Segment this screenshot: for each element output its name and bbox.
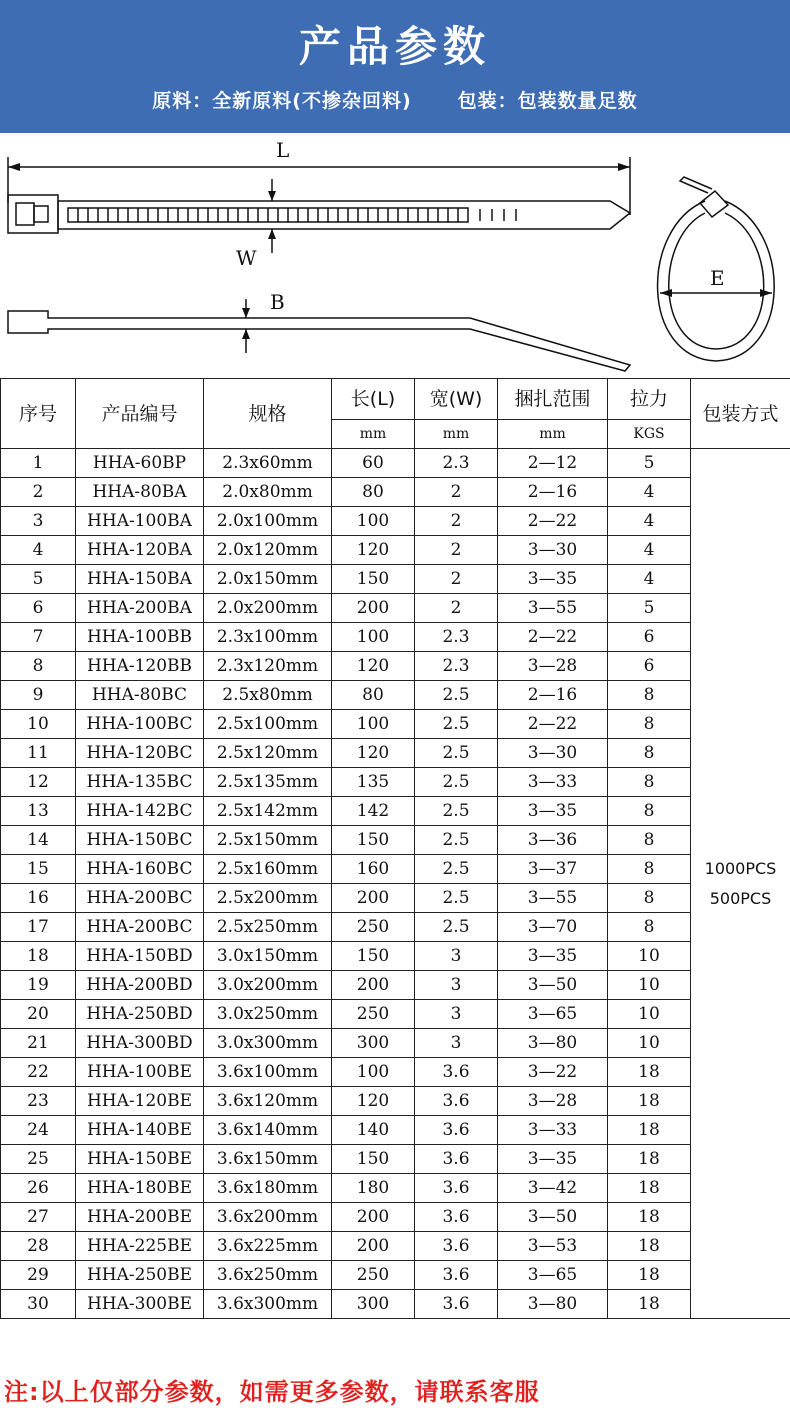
header-code: 产品编号 — [76, 379, 204, 449]
header-subtitle — [0, 86, 790, 113]
cell-code: HHA-100BA — [76, 507, 204, 536]
cell-range: 2—16 — [498, 478, 608, 507]
cell-seq: 11 — [1, 739, 76, 768]
length-dimension — [8, 157, 630, 215]
cell-width: 3 — [415, 1029, 498, 1058]
thickness-label: B — [270, 290, 285, 314]
cell-width: 2.5 — [415, 797, 498, 826]
cell-seq: 10 — [1, 710, 76, 739]
cell-length: 250 — [332, 1000, 415, 1029]
cell-width: 2.3 — [415, 652, 498, 681]
cell-seq: 1 — [1, 449, 76, 478]
cell-code: HHA-142BC — [76, 797, 204, 826]
cell-length: 200 — [332, 1203, 415, 1232]
tie-side-view — [8, 311, 630, 371]
cell-tension: 8 — [608, 884, 691, 913]
table-row — [1, 1203, 790, 1232]
cell-spec: 2.5x150mm — [204, 826, 332, 855]
cell-length: 200 — [332, 971, 415, 1000]
table-row — [1, 1261, 790, 1290]
unit-range: mm — [498, 420, 608, 449]
cell-spec: 3.6x150mm — [204, 1145, 332, 1174]
cell-tension: 8 — [608, 913, 691, 942]
cell-seq: 14 — [1, 826, 76, 855]
cell-length: 60 — [332, 449, 415, 478]
cell-spec: 2.5x250mm — [204, 913, 332, 942]
table-row — [1, 971, 790, 1000]
cell-spec: 3.6x300mm — [204, 1290, 332, 1319]
spec-table — [0, 378, 790, 1319]
cell-width: 2.3 — [415, 623, 498, 652]
cell-range: 2—22 — [498, 710, 608, 739]
cell-code: HHA-140BE — [76, 1116, 204, 1145]
cell-tension: 8 — [608, 739, 691, 768]
cell-length: 150 — [332, 565, 415, 594]
cell-code: HHA-80BC — [76, 681, 204, 710]
cell-tension: 8 — [608, 681, 691, 710]
cell-spec: 2.5x135mm — [204, 768, 332, 797]
cell-code: HHA-225BE — [76, 1232, 204, 1261]
cell-length: 120 — [332, 536, 415, 565]
cell-seq: 5 — [1, 565, 76, 594]
cell-width: 3.6 — [415, 1174, 498, 1203]
cell-seq: 3 — [1, 507, 76, 536]
cell-spec: 3.6x225mm — [204, 1232, 332, 1261]
cell-range: 2—22 — [498, 507, 608, 536]
cell-tension: 18 — [608, 1058, 691, 1087]
table-row — [1, 623, 790, 652]
cell-width: 2.5 — [415, 710, 498, 739]
cell-length: 142 — [332, 797, 415, 826]
cell-tension: 4 — [608, 536, 691, 565]
cell-seq: 28 — [1, 1232, 76, 1261]
cell-width: 3.6 — [415, 1087, 498, 1116]
cell-code: HHA-300BD — [76, 1029, 204, 1058]
cell-length: 300 — [332, 1290, 415, 1319]
cell-length: 250 — [332, 1261, 415, 1290]
cell-length: 160 — [332, 855, 415, 884]
cell-width: 3 — [415, 971, 498, 1000]
cell-range: 3—28 — [498, 1087, 608, 1116]
cell-tension: 18 — [608, 1087, 691, 1116]
cell-range: 2—22 — [498, 623, 608, 652]
cell-width: 2 — [415, 565, 498, 594]
cell-tension: 8 — [608, 797, 691, 826]
cell-range: 3—35 — [498, 942, 608, 971]
table-row — [1, 768, 790, 797]
cell-spec: 3.0x300mm — [204, 1029, 332, 1058]
cell-tension: 10 — [608, 1029, 691, 1058]
cell-code: HHA-120BC — [76, 739, 204, 768]
cell-seq: 27 — [1, 1203, 76, 1232]
cell-width: 2.5 — [415, 913, 498, 942]
cell-width: 2 — [415, 536, 498, 565]
table-row — [1, 652, 790, 681]
cell-range: 3—33 — [498, 1116, 608, 1145]
cell-width: 3.6 — [415, 1290, 498, 1319]
cell-range: 3—42 — [498, 1174, 608, 1203]
cell-tension: 8 — [608, 855, 691, 884]
table-row — [1, 739, 790, 768]
cell-tension: 18 — [608, 1232, 691, 1261]
diameter-label: E — [710, 266, 725, 290]
cell-spec: 3.0x250mm — [204, 1000, 332, 1029]
unit-width: mm — [415, 420, 498, 449]
cell-code: HHA-150BC — [76, 826, 204, 855]
cell-tension: 18 — [608, 1203, 691, 1232]
cell-code: HHA-300BE — [76, 1290, 204, 1319]
cell-seq: 9 — [1, 681, 76, 710]
header-tension: 拉力 — [608, 379, 691, 420]
cell-code: HHA-150BD — [76, 942, 204, 971]
cell-seq: 15 — [1, 855, 76, 884]
cell-seq: 24 — [1, 1116, 76, 1145]
header-pack: 包装方式 — [691, 379, 790, 449]
table-row — [1, 681, 790, 710]
cable-tie-diagram — [0, 133, 790, 378]
cell-tension: 8 — [608, 768, 691, 797]
cell-spec: 3.6x250mm — [204, 1261, 332, 1290]
cell-spec: 3.6x140mm — [204, 1116, 332, 1145]
cell-range: 3—80 — [498, 1290, 608, 1319]
cell-length: 250 — [332, 913, 415, 942]
cell-range: 3—53 — [498, 1232, 608, 1261]
cell-length: 140 — [332, 1116, 415, 1145]
cell-spec: 2.5x120mm — [204, 739, 332, 768]
header-length: 长(L) — [332, 379, 415, 420]
cell-width: 3.6 — [415, 1058, 498, 1087]
cell-tension: 8 — [608, 826, 691, 855]
cell-range: 3—55 — [498, 594, 608, 623]
cell-range: 3—65 — [498, 1261, 608, 1290]
cell-range: 3—80 — [498, 1029, 608, 1058]
cell-code: HHA-135BC — [76, 768, 204, 797]
cell-length: 100 — [332, 507, 415, 536]
cell-code: HHA-120BE — [76, 1087, 204, 1116]
cell-spec: 3.6x180mm — [204, 1174, 332, 1203]
table-row — [1, 1000, 790, 1029]
cell-length: 100 — [332, 623, 415, 652]
cell-tension: 6 — [608, 623, 691, 652]
width-dimension — [268, 179, 276, 253]
header-range: 捆扎范围 — [498, 379, 608, 420]
cell-range: 3—35 — [498, 797, 608, 826]
cell-spec: 2.0x80mm — [204, 478, 332, 507]
cell-spec: 2.0x200mm — [204, 594, 332, 623]
table-row — [1, 1087, 790, 1116]
cell-width: 3 — [415, 942, 498, 971]
table-row — [1, 1029, 790, 1058]
cell-width: 2 — [415, 507, 498, 536]
length-label: L — [276, 138, 290, 162]
cell-tension: 5 — [608, 449, 691, 478]
cell-seq: 18 — [1, 942, 76, 971]
cell-tension: 4 — [608, 565, 691, 594]
header-seq: 序号 — [1, 379, 76, 449]
cell-seq: 7 — [1, 623, 76, 652]
footer-note: 注:以上仅部分参数，如需更多参数，请联系客服 — [4, 1378, 540, 1406]
cell-width: 3.6 — [415, 1261, 498, 1290]
cell-seq: 22 — [1, 1058, 76, 1087]
cell-seq: 12 — [1, 768, 76, 797]
cell-tension: 4 — [608, 507, 691, 536]
table-row — [1, 855, 790, 884]
cell-length: 150 — [332, 1145, 415, 1174]
cell-spec: 2.0x120mm — [204, 536, 332, 565]
cell-length: 150 — [332, 942, 415, 971]
cell-tension: 18 — [608, 1174, 691, 1203]
cell-range: 3—70 — [498, 913, 608, 942]
cell-tension: 10 — [608, 971, 691, 1000]
cell-width: 2.5 — [415, 739, 498, 768]
cell-length: 180 — [332, 1174, 415, 1203]
cell-spec: 2.5x200mm — [204, 884, 332, 913]
cell-width: 3.6 — [415, 1116, 498, 1145]
cell-range: 2—12 — [498, 449, 608, 478]
table-row — [1, 797, 790, 826]
cell-length: 300 — [332, 1029, 415, 1058]
cell-range: 3—37 — [498, 855, 608, 884]
cell-seq: 29 — [1, 1261, 76, 1290]
cell-width: 2.3 — [415, 449, 498, 478]
cell-seq: 6 — [1, 594, 76, 623]
cell-range: 3—35 — [498, 565, 608, 594]
diameter-dimension — [660, 289, 772, 297]
cell-range: 3—55 — [498, 884, 608, 913]
cell-tension: 10 — [608, 942, 691, 971]
cell-code: HHA-250BD — [76, 1000, 204, 1029]
cell-length: 135 — [332, 768, 415, 797]
table-row — [1, 942, 790, 971]
cell-length: 150 — [332, 826, 415, 855]
cell-range: 2—16 — [498, 681, 608, 710]
cell-seq: 21 — [1, 1029, 76, 1058]
pack-value-2: 500PCS — [709, 888, 772, 908]
cell-width: 2 — [415, 478, 498, 507]
cell-spec: 2.5x142mm — [204, 797, 332, 826]
table-row — [1, 826, 790, 855]
cell-tension: 5 — [608, 594, 691, 623]
cell-spec: 3.0x150mm — [204, 942, 332, 971]
cell-length: 120 — [332, 739, 415, 768]
table-row — [1, 1058, 790, 1087]
table-header-row — [1, 379, 790, 420]
cell-length: 80 — [332, 681, 415, 710]
cell-range: 3—36 — [498, 826, 608, 855]
table-row — [1, 478, 790, 507]
table-row — [1, 507, 790, 536]
cell-width: 2.5 — [415, 884, 498, 913]
cell-width: 2.5 — [415, 826, 498, 855]
cell-range: 3—33 — [498, 768, 608, 797]
header-banner — [0, 0, 790, 133]
cell-code: HHA-200BD — [76, 971, 204, 1000]
cell-spec: 2.3x60mm — [204, 449, 332, 478]
thickness-dimension — [242, 299, 250, 353]
cell-tension: 18 — [608, 1145, 691, 1174]
cell-seq: 30 — [1, 1290, 76, 1319]
cell-code: HHA-180BE — [76, 1174, 204, 1203]
cell-width: 3.6 — [415, 1203, 498, 1232]
cell-seq: 2 — [1, 478, 76, 507]
cell-length: 120 — [332, 652, 415, 681]
cell-range: 3—30 — [498, 536, 608, 565]
cell-range: 3—22 — [498, 1058, 608, 1087]
cell-range: 3—50 — [498, 971, 608, 1000]
packaging-info: 包装：包装数量足数 — [457, 90, 638, 112]
cell-range: 3—30 — [498, 739, 608, 768]
cell-spec: 3.0x200mm — [204, 971, 332, 1000]
cell-spec: 2.5x160mm — [204, 855, 332, 884]
table-row — [1, 594, 790, 623]
cell-width: 2.5 — [415, 681, 498, 710]
unit-tension: KGS — [608, 420, 691, 449]
header-spec: 规格 — [204, 379, 332, 449]
table-row — [1, 536, 790, 565]
table-row — [1, 449, 790, 478]
cell-tension: 10 — [608, 1000, 691, 1029]
cell-code: HHA-120BB — [76, 652, 204, 681]
cell-code: HHA-200BC — [76, 913, 204, 942]
cell-code: HHA-150BA — [76, 565, 204, 594]
table-row — [1, 913, 790, 942]
cell-spec: 3.6x100mm — [204, 1058, 332, 1087]
header-width: 宽(W) — [415, 379, 498, 420]
cell-seq: 17 — [1, 913, 76, 942]
cell-range: 3—35 — [498, 1145, 608, 1174]
cell-tension: 18 — [608, 1261, 691, 1290]
cell-seq: 25 — [1, 1145, 76, 1174]
table-row — [1, 565, 790, 594]
cell-code: HHA-200BC — [76, 884, 204, 913]
tie-top-view — [8, 195, 630, 233]
pack-value-1: 1000PCS — [704, 858, 777, 878]
cell-width: 2.5 — [415, 768, 498, 797]
cell-seq: 20 — [1, 1000, 76, 1029]
cell-width: 3 — [415, 1000, 498, 1029]
cell-code: HHA-60BP — [76, 449, 204, 478]
cell-code: HHA-200BE — [76, 1203, 204, 1232]
cell-spec: 2.0x100mm — [204, 507, 332, 536]
cell-tension: 8 — [608, 710, 691, 739]
cell-tension: 18 — [608, 1290, 691, 1319]
cell-code: HHA-150BE — [76, 1145, 204, 1174]
cell-length: 80 — [332, 478, 415, 507]
cell-range: 3—28 — [498, 652, 608, 681]
table-row — [1, 1116, 790, 1145]
cell-seq: 26 — [1, 1174, 76, 1203]
cell-tension: 4 — [608, 478, 691, 507]
page-title: 产品参数 — [298, 22, 491, 71]
material-info: 原料：全新原料(不掺杂回料) — [152, 90, 412, 112]
cell-code: HHA-120BA — [76, 536, 204, 565]
table-row — [1, 1232, 790, 1261]
cell-spec: 2.5x80mm — [204, 681, 332, 710]
cell-spec: 3.6x120mm — [204, 1087, 332, 1116]
cell-spec: 2.0x150mm — [204, 565, 332, 594]
cell-width: 3.6 — [415, 1145, 498, 1174]
cell-pack — [691, 449, 790, 1319]
table-row — [1, 1290, 790, 1319]
cell-length: 200 — [332, 884, 415, 913]
spec-table-body — [1, 379, 790, 1319]
cell-code: HHA-80BA — [76, 478, 204, 507]
cell-width: 2.5 — [415, 855, 498, 884]
width-label: W — [236, 246, 257, 270]
cell-range: 3—65 — [498, 1000, 608, 1029]
cell-range: 3—50 — [498, 1203, 608, 1232]
cell-seq: 4 — [1, 536, 76, 565]
cell-code: HHA-200BA — [76, 594, 204, 623]
cell-code: HHA-160BC — [76, 855, 204, 884]
cell-seq: 23 — [1, 1087, 76, 1116]
cell-seq: 8 — [1, 652, 76, 681]
cell-seq: 13 — [1, 797, 76, 826]
cell-width: 2 — [415, 594, 498, 623]
cell-code: HHA-250BE — [76, 1261, 204, 1290]
cell-length: 200 — [332, 1232, 415, 1261]
table-row — [1, 710, 790, 739]
cell-code: HHA-100BB — [76, 623, 204, 652]
table-row — [1, 884, 790, 913]
cell-spec: 2.3x100mm — [204, 623, 332, 652]
table-row — [1, 1145, 790, 1174]
cell-length: 100 — [332, 710, 415, 739]
cell-width: 3.6 — [415, 1232, 498, 1261]
cell-length: 100 — [332, 1058, 415, 1087]
cell-seq: 19 — [1, 971, 76, 1000]
cell-tension: 6 — [608, 652, 691, 681]
cell-spec: 2.3x120mm — [204, 652, 332, 681]
cell-code: HHA-100BE — [76, 1058, 204, 1087]
cell-spec: 3.6x200mm — [204, 1203, 332, 1232]
cell-spec: 2.5x100mm — [204, 710, 332, 739]
cell-length: 200 — [332, 594, 415, 623]
cell-length: 120 — [332, 1087, 415, 1116]
cell-seq: 16 — [1, 884, 76, 913]
cell-code: HHA-100BC — [76, 710, 204, 739]
unit-length: mm — [332, 420, 415, 449]
cell-tension: 18 — [608, 1116, 691, 1145]
table-row — [1, 1174, 790, 1203]
